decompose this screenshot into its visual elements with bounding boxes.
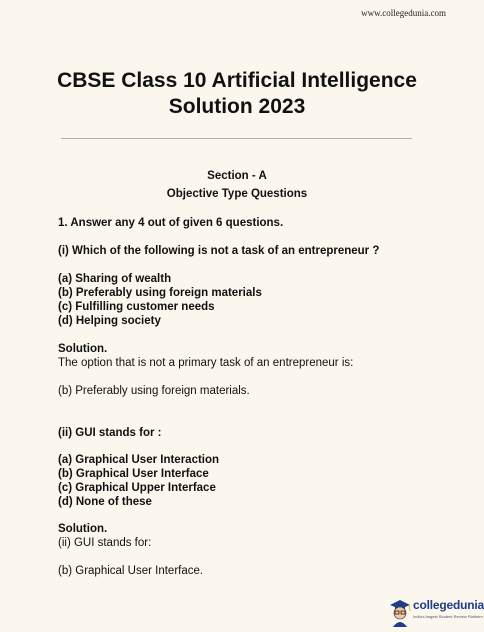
question-2-option-a: (a) Graphical User Interaction [58,454,220,466]
logo-wordmark: collegedunia [413,598,484,612]
section-name: Section - A [207,170,267,182]
question-2-answer: (b) Graphical User Interface. [58,565,204,577]
question-1-option-b: (b) Preferably using foreign materials [58,287,262,299]
question-1-solution-text: The option that is not a primary task of an entrepreneur is: [58,357,354,369]
section-subtitle: Objective Type Questions [166,188,308,200]
question-1-answer: (b) Preferably using foreign materials. [58,385,250,397]
question-1-option-c: (c) Fulfilling customer needs [58,301,215,313]
question-1-solution-label: Solution. [58,343,108,355]
question-2-solution-label: Solution. [58,523,108,535]
logo-tagline: India's largest Student Review Platform [413,614,483,619]
title-line-2: Solution 2023 [168,95,306,118]
question-2-solution-text: (ii) GUI stands for: [58,537,152,549]
question-1-option-d: (d) Helping society [58,315,161,327]
graduate-mascot-icon [388,597,412,627]
question-1-text: (i) Which of the following is not a task of an entrepreneur ? [58,245,380,257]
title-line-1: CBSE Class 10 Artificial Intelligence [57,69,417,92]
question-2-option-d: (d) None of these [58,496,152,508]
question-1-option-a: (a) Sharing of wealth [58,273,172,285]
instruction: 1. Answer any 4 out of given 6 questions. [58,217,284,229]
collegedunia-logo[interactable] [388,597,484,629]
title-divider [61,138,412,139]
question-2-option-b: (b) Graphical User Interface [58,468,209,480]
question-2-option-c: (c) Graphical Upper Interface [58,482,216,494]
document-title [0,68,474,120]
question-2-text: (ii) GUI stands for : [58,427,162,439]
site-url[interactable]: www.collegedunia.com [361,8,446,18]
